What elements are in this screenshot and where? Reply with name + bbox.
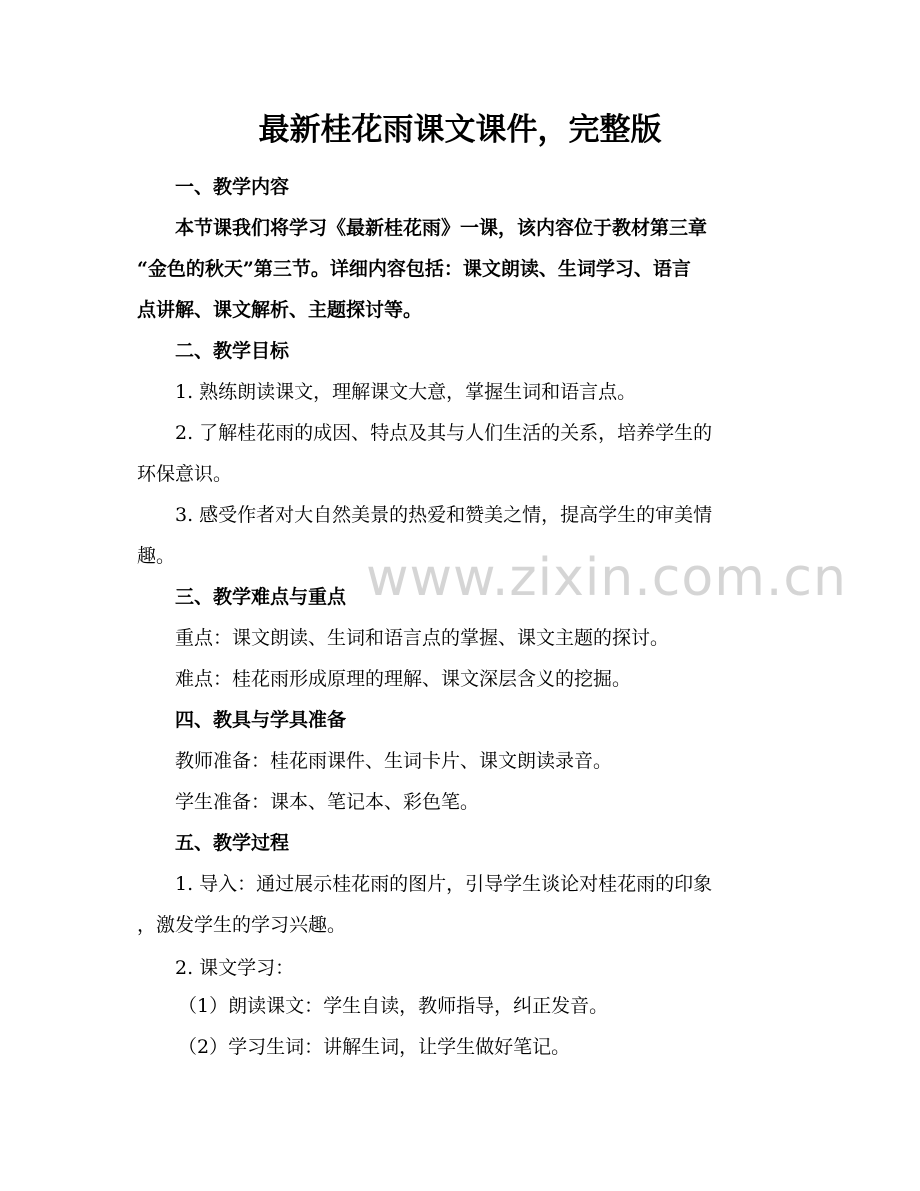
paragraph-line: 学生准备：课本、笔记本、彩色笔。 <box>175 791 480 813</box>
paragraph-line: 1. 导入：通过展示桂花雨的图片，引导学生谈论对桂花雨的印象 <box>175 873 713 895</box>
paragraph-line: 本节课我们将学习《最新桂花雨》一课，该内容位于教材第三章 <box>175 217 708 239</box>
paragraph-line: （2）学习生词：讲解生词，让学生做好笔记。 <box>178 1036 571 1058</box>
section-heading-content: 一、教学内容 <box>175 176 290 198</box>
paragraph-line: 趣。 <box>137 545 176 567</box>
section-heading-difficulties: 三、教学难点与重点 <box>175 586 347 608</box>
paragraph-line: 3. 感受作者对大自然美景的热爱和赞美之情，提高学生的审美情 <box>175 504 713 526</box>
paragraph-line: ，激发学生的学习兴趣。 <box>137 914 347 936</box>
section-heading-goals: 二、教学目标 <box>175 340 290 362</box>
section-heading-process: 五、教学过程 <box>175 832 290 854</box>
paragraph-line: “金色的秋天”第三节。详细内容包括：课文朗读、生词学习、语言 <box>137 258 691 280</box>
paragraph-line: 教师准备：桂花雨课件、生词卡片、课文朗读录音。 <box>175 750 613 772</box>
paragraph-line: 难点：桂花雨形成原理的理解、课文深层含义的挖掘。 <box>175 668 632 690</box>
paragraph-line: 2. 了解桂花雨的成因、特点及其与人们生活的关系，培养学生的 <box>175 422 713 444</box>
section-heading-materials: 四、教具与学具准备 <box>175 709 347 731</box>
paragraph-line: 重点：课文朗读、生词和语言点的掌握、课文主题的探讨。 <box>175 627 670 649</box>
document-title: 最新桂花雨课文课件，完整版 <box>258 112 662 148</box>
paragraph-line: 环保意识。 <box>137 463 233 485</box>
paragraph-line: （1）朗读课文：学生自读，教师指导，纠正发音。 <box>178 995 609 1017</box>
watermark: www.zixin.com.cn <box>366 548 847 608</box>
paragraph-line: 2. 课文学习： <box>175 957 295 979</box>
paragraph-line: 点讲解、课文解析、主题探讨等。 <box>137 299 423 321</box>
paragraph-line: 1. 熟练朗读课文，理解课文大意，掌握生词和语言点。 <box>175 381 637 403</box>
